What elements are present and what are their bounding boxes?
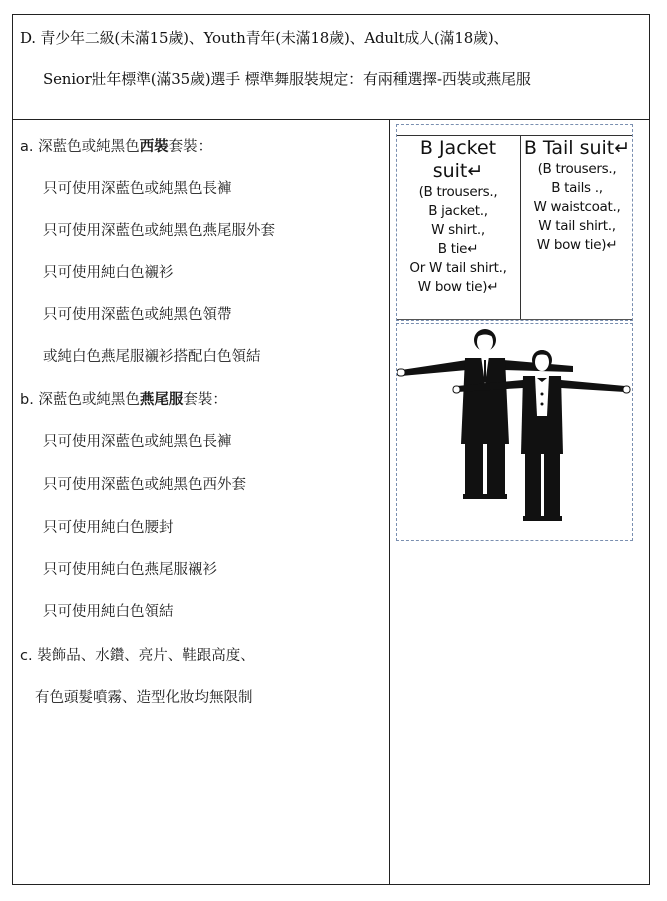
header-line-2: Senior壯年標準(滿35歲)選手 標準舞服裝規定：有兩種選擇-西裝或燕尾服 [43, 70, 531, 88]
section-a-item: 只可使用深藍色或純黑色燕尾服外套 [43, 223, 275, 239]
section-a-heading [20, 135, 212, 156]
tail-suit-line: (B trousers., [537, 161, 617, 177]
suits-figure-icon [397, 324, 632, 540]
table-top-rule [397, 135, 632, 136]
column-divider [389, 119, 390, 885]
section-b-item: 只可使用純白色燕尾服襯衫 [43, 562, 217, 578]
jacket-suit-line: W bow tie)↵ [417, 279, 499, 295]
jacket-suit-title-1: B Jacket [419, 137, 497, 159]
jacket-suit-line: (B trousers., [418, 184, 498, 200]
section-c-line-1: c. 裝飾品、水鑽、亮片、鞋跟高度、 [20, 648, 255, 664]
tail-suit-title: B Tail suit↵ [523, 137, 631, 159]
section-a-item: 只可使用純白色襯衫 [43, 265, 174, 281]
section-c-line-2: 有色頭髮噴霧、造型化妝均無限制 [35, 690, 253, 706]
jacket-suit-line: Or W tail shirt., [409, 260, 507, 276]
header-line-1: D. 青少年二級(未滿15歲)、Youth青年(未滿18歲)、Adult成人(滿18歲)、 [20, 29, 509, 47]
tail-suit-line: W tail shirt., [538, 218, 616, 234]
section-a-item: 只可使用深藍色或純黑色長褲 [43, 181, 232, 197]
section-a-item: 只可使用深藍色或純黑色領帶 [43, 307, 232, 323]
tail-suit-line: W waistcoat., [533, 199, 621, 215]
two-men-in-suits-illustration [396, 323, 633, 541]
jacket-suit-line: B tie↵ [437, 241, 479, 257]
section-b-prefix: b. 深藍色或純黑色 [20, 392, 140, 408]
section-b-suffix: 套裝： [183, 392, 227, 408]
tail-suit-column [522, 137, 632, 255]
section-a-item: 或純白色燕尾服襯衫搭配白色領結 [43, 349, 261, 365]
table-bottom-rule [397, 319, 632, 320]
section-b-item: 只可使用深藍色或純黑色長褲 [43, 434, 232, 450]
table-mid-rule [520, 136, 521, 319]
section-a-bold: 西裝 [139, 139, 169, 155]
section-b-item: 只可使用純白色腰封 [43, 520, 174, 536]
jacket-suit-line: B jacket., [428, 203, 488, 219]
section-b-heading [20, 388, 227, 409]
tail-suit-line: W bow tie)↵ [536, 237, 618, 253]
tail-suit-line: B tails ., [551, 180, 603, 196]
section-b-item: 只可使用深藍色或純黑色西外套 [43, 477, 246, 493]
jacket-suit-line: W shirt., [431, 222, 485, 238]
section-b-item: 只可使用純白色領結 [43, 604, 174, 620]
section-a-prefix: a. 深藍色或純黑色 [20, 139, 140, 155]
header-divider [12, 119, 650, 120]
section-b-bold: 燕尾服 [139, 392, 184, 408]
jacket-suit-title-2: suit↵ [432, 160, 484, 182]
suit-comparison-table [396, 124, 633, 321]
jacket-suit-column [397, 137, 519, 297]
section-a-suffix: 套裝： [168, 139, 213, 155]
